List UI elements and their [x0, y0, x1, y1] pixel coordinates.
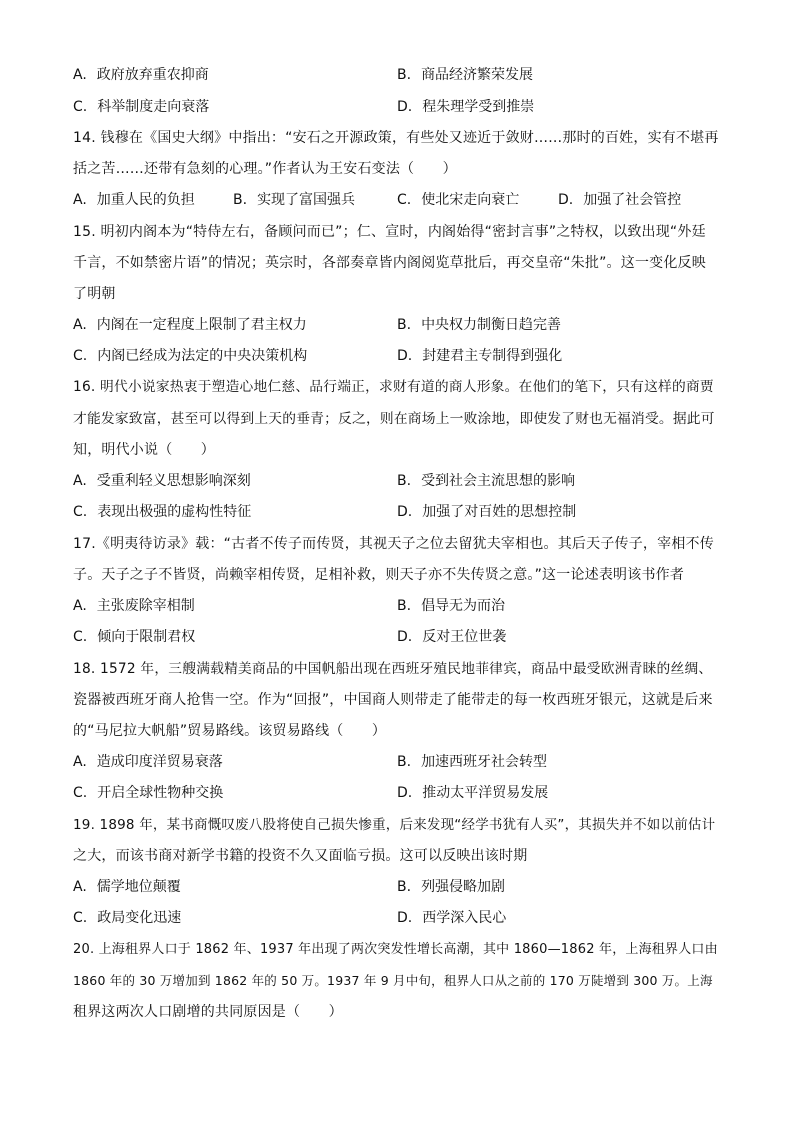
q18-option-d[interactable]: D. 推动太平洋贸易发展 [397, 785, 549, 801]
q18-stem-line-1: 18. 1572 年，三艘满载精美商品的中国帆船出现在西班牙殖民地菲律宾，商品中最受欧洲青睐的丝绸、 [73, 661, 713, 677]
q15-option-c[interactable]: C. 内阁已经成为法定的中央决策机构 [73, 348, 308, 364]
q18-options-row-2 [73, 783, 723, 803]
q14-option-b[interactable]: B. 实现了富国强兵 [233, 192, 356, 208]
q13-option-c[interactable]: C. 科举制度走向衰落 [73, 99, 210, 115]
q15-option-a[interactable]: A. 内阁在一定程度上限制了君主权力 [73, 317, 307, 333]
q13-options-row-1 [73, 65, 723, 85]
q14-options-row [73, 190, 723, 210]
q13-options-row-2 [73, 97, 723, 117]
q19-options-row-1 [73, 877, 723, 897]
q13-option-d[interactable]: D. 程朱理学受到推崇 [397, 99, 535, 115]
q17-options-row-1 [73, 596, 723, 616]
q18-options-row-1 [73, 752, 723, 772]
q18-stem-line-2: 瓷器被西班牙商人抢售一空。作为“回报”，中国商人则带走了能带走的每一枚西班牙银元，这就是后来 [73, 692, 713, 708]
q19-stem-line-2: 之大，而该书商对新学书籍的投资不久又面临亏损。这可以反映出该时期 [73, 848, 528, 864]
q16-option-a[interactable]: A. 受重利轻义思想影响深刻 [73, 473, 251, 489]
q17-stem-line-2: 子。天子之子不皆贤，尚赖宰相传贤，足相补救，则天子亦不失传贤之意。”这一论述表明该书作者 [73, 567, 685, 583]
q16-option-c[interactable]: C. 表现出极强的虚构性特征 [73, 504, 252, 520]
q15-stem-line-3: 了明朝 [73, 286, 116, 302]
q20-stem-line-3: 租界这两次人口剧增的共同原因是（ ） [73, 1004, 343, 1020]
q17-option-d[interactable]: D. 反对王位世袭 [397, 629, 507, 645]
q13-option-a[interactable]: A. 政府放弃重农抑商 [73, 67, 209, 83]
q16-option-b[interactable]: B. 受到社会主流思想的影响 [397, 473, 576, 489]
q15-options-row-1 [73, 315, 723, 335]
q16-options-row-1 [73, 471, 723, 491]
q19-option-d[interactable]: D. 西学深入民心 [397, 910, 507, 926]
q14-option-c[interactable]: C. 使北宋走向衰亡 [397, 192, 520, 208]
q19-option-c[interactable]: C. 政局变化迅速 [73, 910, 182, 926]
q14-stem-line-1: 14. 钱穆在《国史大纲》中指出：“安石之开源政策，有些处又迹近于敛财……那时的百姓，实有不堪再 [73, 130, 719, 146]
q15-stem-line-1: 15. 明初内阁本为“特侍左右，备顾问而已”；仁、宣时，内阁始得“密封言事”之特权，以致出现“外廷 [73, 224, 706, 240]
q20-stem-line-1: 20. 上海租界人口于 1862 年、1937 年出现了两次突发性增长高潮，其中 1860—1862 年，上海租界人口由 [73, 942, 718, 957]
q17-option-a[interactable]: A. 主张废除宰相制 [73, 598, 195, 614]
q19-option-b[interactable]: B. 列强侵略加剧 [397, 879, 506, 895]
q19-options-row-2 [73, 908, 723, 928]
q16-stem-line-1: 16. 明代小说家热衷于塑造心地仁慈、品行端正，求财有道的商人形象。在他们的笔下，只有这样的商贾 [73, 379, 714, 395]
q16-stem-line-3: 知，明代小说（ ） [73, 442, 215, 458]
q14-stem-line-2: 括之苦……还带有急刻的心理。”作者认为王安石变法（ ） [73, 161, 457, 177]
q17-option-c[interactable]: C. 倾向于限制君权 [73, 629, 196, 645]
q17-options-row-2 [73, 627, 723, 647]
q19-option-a[interactable]: A. 儒学地位颠覆 [73, 879, 181, 895]
q20-stem-line-2: 1860 年的 30 万增加到 1862 年的 50 万。1937 年 9 月中旬，租界人口从之前的 170 万陡增到 300 万。上海 [73, 973, 713, 988]
q16-options-row-2 [73, 502, 723, 522]
q17-option-b[interactable]: B. 倡导无为而治 [397, 598, 506, 614]
q15-stem-line-2: 千言，不如禁密片语”的情况；英宗时，各部奏章皆内阁阅览草批后，再交皇帝“朱批”。这一变化反映 [73, 255, 706, 271]
q15-option-b[interactable]: B. 中央权力制衡日趋完善 [397, 317, 562, 333]
q13-option-b[interactable]: B. 商品经济繁荣发展 [397, 67, 534, 83]
q18-option-a[interactable]: A. 造成印度洋贸易衰落 [73, 754, 223, 770]
q17-stem-line-1: 17.《明夷待访录》载：“古者不传子而传贤，其视天子之位去留犹夫宰相也。其后天子传子，宰相不传 [73, 536, 714, 552]
q16-option-d[interactable]: D. 加强了对百姓的思想控制 [397, 504, 577, 520]
q16-stem-line-2: 才能发家致富，甚至可以得到上天的垂青；反之，则在商场上一败涂地，即使发了财也无福消受。据此可 [73, 411, 715, 427]
q14-option-d[interactable]: D. 加强了社会管控 [558, 192, 682, 208]
q19-stem-line-1: 19. 1898 年，某书商慨叹废八股将使自己损失惨重，后来发现“经学书犹有人买”，其损失并不如以前估计 [73, 817, 716, 833]
q18-option-b[interactable]: B. 加速西班牙社会转型 [397, 754, 548, 770]
q15-option-d[interactable]: D. 封建君主专制得到强化 [397, 348, 563, 364]
q18-option-c[interactable]: C. 开启全球性物种交换 [73, 785, 224, 801]
q15-options-row-2 [73, 346, 723, 366]
q18-stem-line-3: 的“马尼拉大帆船”贸易路线。该贸易路线（ ） [73, 723, 387, 739]
q14-option-a[interactable]: A. 加重人民的负担 [73, 192, 195, 208]
